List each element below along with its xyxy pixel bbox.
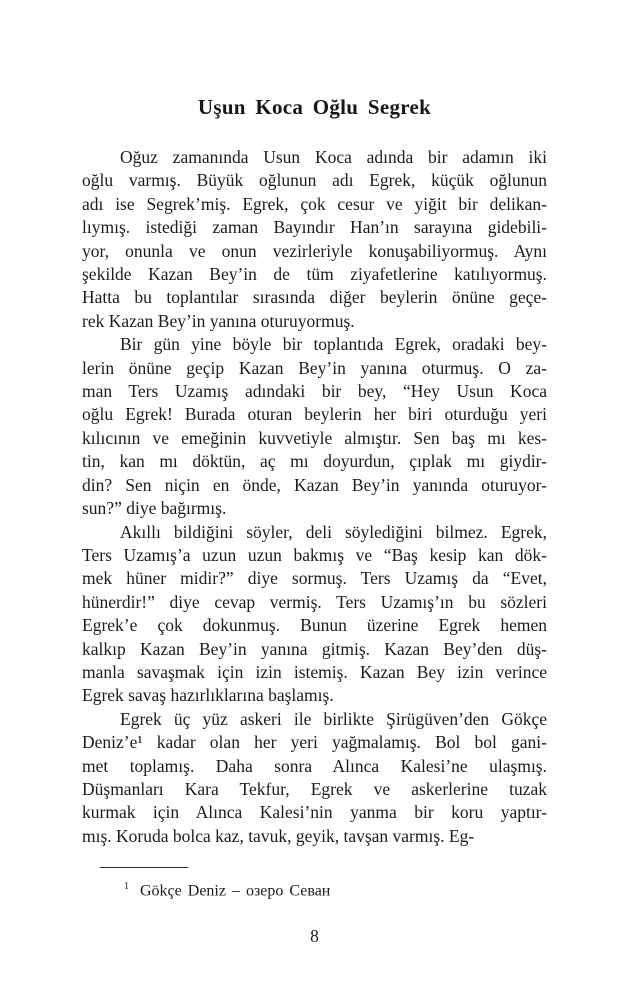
text-line: met toplamış. Daha sonra Alınca Kalesi’ne ulaşmış. [82,755,547,776]
text-line: hünerdir!” diye cevap vermiş. Ters Uzamış’ın bu sözleri [82,591,547,612]
text-line: kılıcının ve emeğinin kuvvetiyle almıştır. Sen baş mı kes- [82,427,547,448]
text-line: Oğuz zamanında Usun Koca adında bir adamın iki [120,147,547,167]
footnote-text: Gökçe Deniz – озеро Севан [140,882,331,900]
text-line: oğlu Egrek! Burada oturan beylerin her biri oturduğu yeri [82,404,547,425]
text-line: kalkıp Kazan Bey’in yanına gitmiş. Kazan Bey’den düş- [82,638,547,659]
paragraph [82,708,547,848]
text-line: man Ters Uzamış adındaki bir bey, “Hey Usun Koca [82,381,547,402]
footnote-divider [100,867,188,868]
page-number: 8 [310,925,319,946]
text-line: yor, onunla ve onun vezirleriyle konuşabiliyormuş. Aynı [82,240,547,261]
text-line: Ters Uzamış’a uzun uzun bakmış ve “Baş kesip kan dök- [82,544,547,565]
text-line: tin, kan mı döktün, aç mı doyurdun, çıplak mı giydir- [82,451,547,472]
page-title: Uşun Koca Oğlu Segrek [197,95,432,119]
paragraph [82,333,547,520]
text-line: rek Kazan Bey’in yanına oturuyormuş. [82,310,355,331]
footnote-marker: 1 [124,881,129,893]
text-line: mış. Koruda bolca kaz, tavuk, geyik, tavşan varmış. Eg- [82,825,475,846]
text-line: Egrek savaş hazırlıklarına başlamış. [82,685,334,706]
text-line: din? Sen niçin en önde, Kazan Bey’in yanında oturuyor- [82,474,547,495]
text-line: adı ise Segrek’miş. Egrek, çok cesur ve yiğit bir delikan- [82,193,547,214]
text-line: sun?” diye bağırmış. [82,498,227,519]
paragraph [82,146,547,333]
footnote [124,876,547,902]
text-line: lerin önüne geçip Kazan Bey’in yanına oturmuş. O za- [82,357,547,378]
text-line: şekilde Kazan Bey’in de tüm ziyafetlerine katılıyormuş. [82,264,547,285]
text-line: manla savaşmak için izin istemiş. Kazan Bey izin verince [82,661,547,682]
text-line: Egrek üç yüz askeri ile birlikte Şirügüven’den Gökçe [120,708,547,729]
paragraph [82,521,547,708]
text-line: lıymış. istediği zaman Bayındır Han’ın sarayına gidebili- [82,217,547,238]
text-line: Bir gün yine böyle bir toplantıda Egrek, oradaki bey- [120,334,547,355]
text-line: Hatta bu toplantılar sırasında diğer beylerin önüne geçe- [82,287,547,308]
text-line: Deniz’e¹ kadar olan her yeri yağmalamış. Bol bol gani- [82,732,547,753]
text-line: Düşmanları Kara Tekfur, Egrek ve askerlerine tuzak [82,778,547,799]
body-text [82,146,547,848]
text-line: mek hüner midir?” diye sormuş. Ters Uzamış da “Evet, [82,568,547,589]
text-line: Egrek’e çok dokunmuş. Bunun üzerine Egrek hemen [82,615,547,636]
text-line: oğlu varmış. Büyük oğlunun adı Egrek, küçük oğlunun [82,170,547,191]
text-line: kurmak için Alınca Kalesi’nin yanma bir koru yaptır- [82,802,547,823]
text-line: Akıllı bildiğini söyler, deli söylediğini bilmez. Egrek, [120,521,547,542]
